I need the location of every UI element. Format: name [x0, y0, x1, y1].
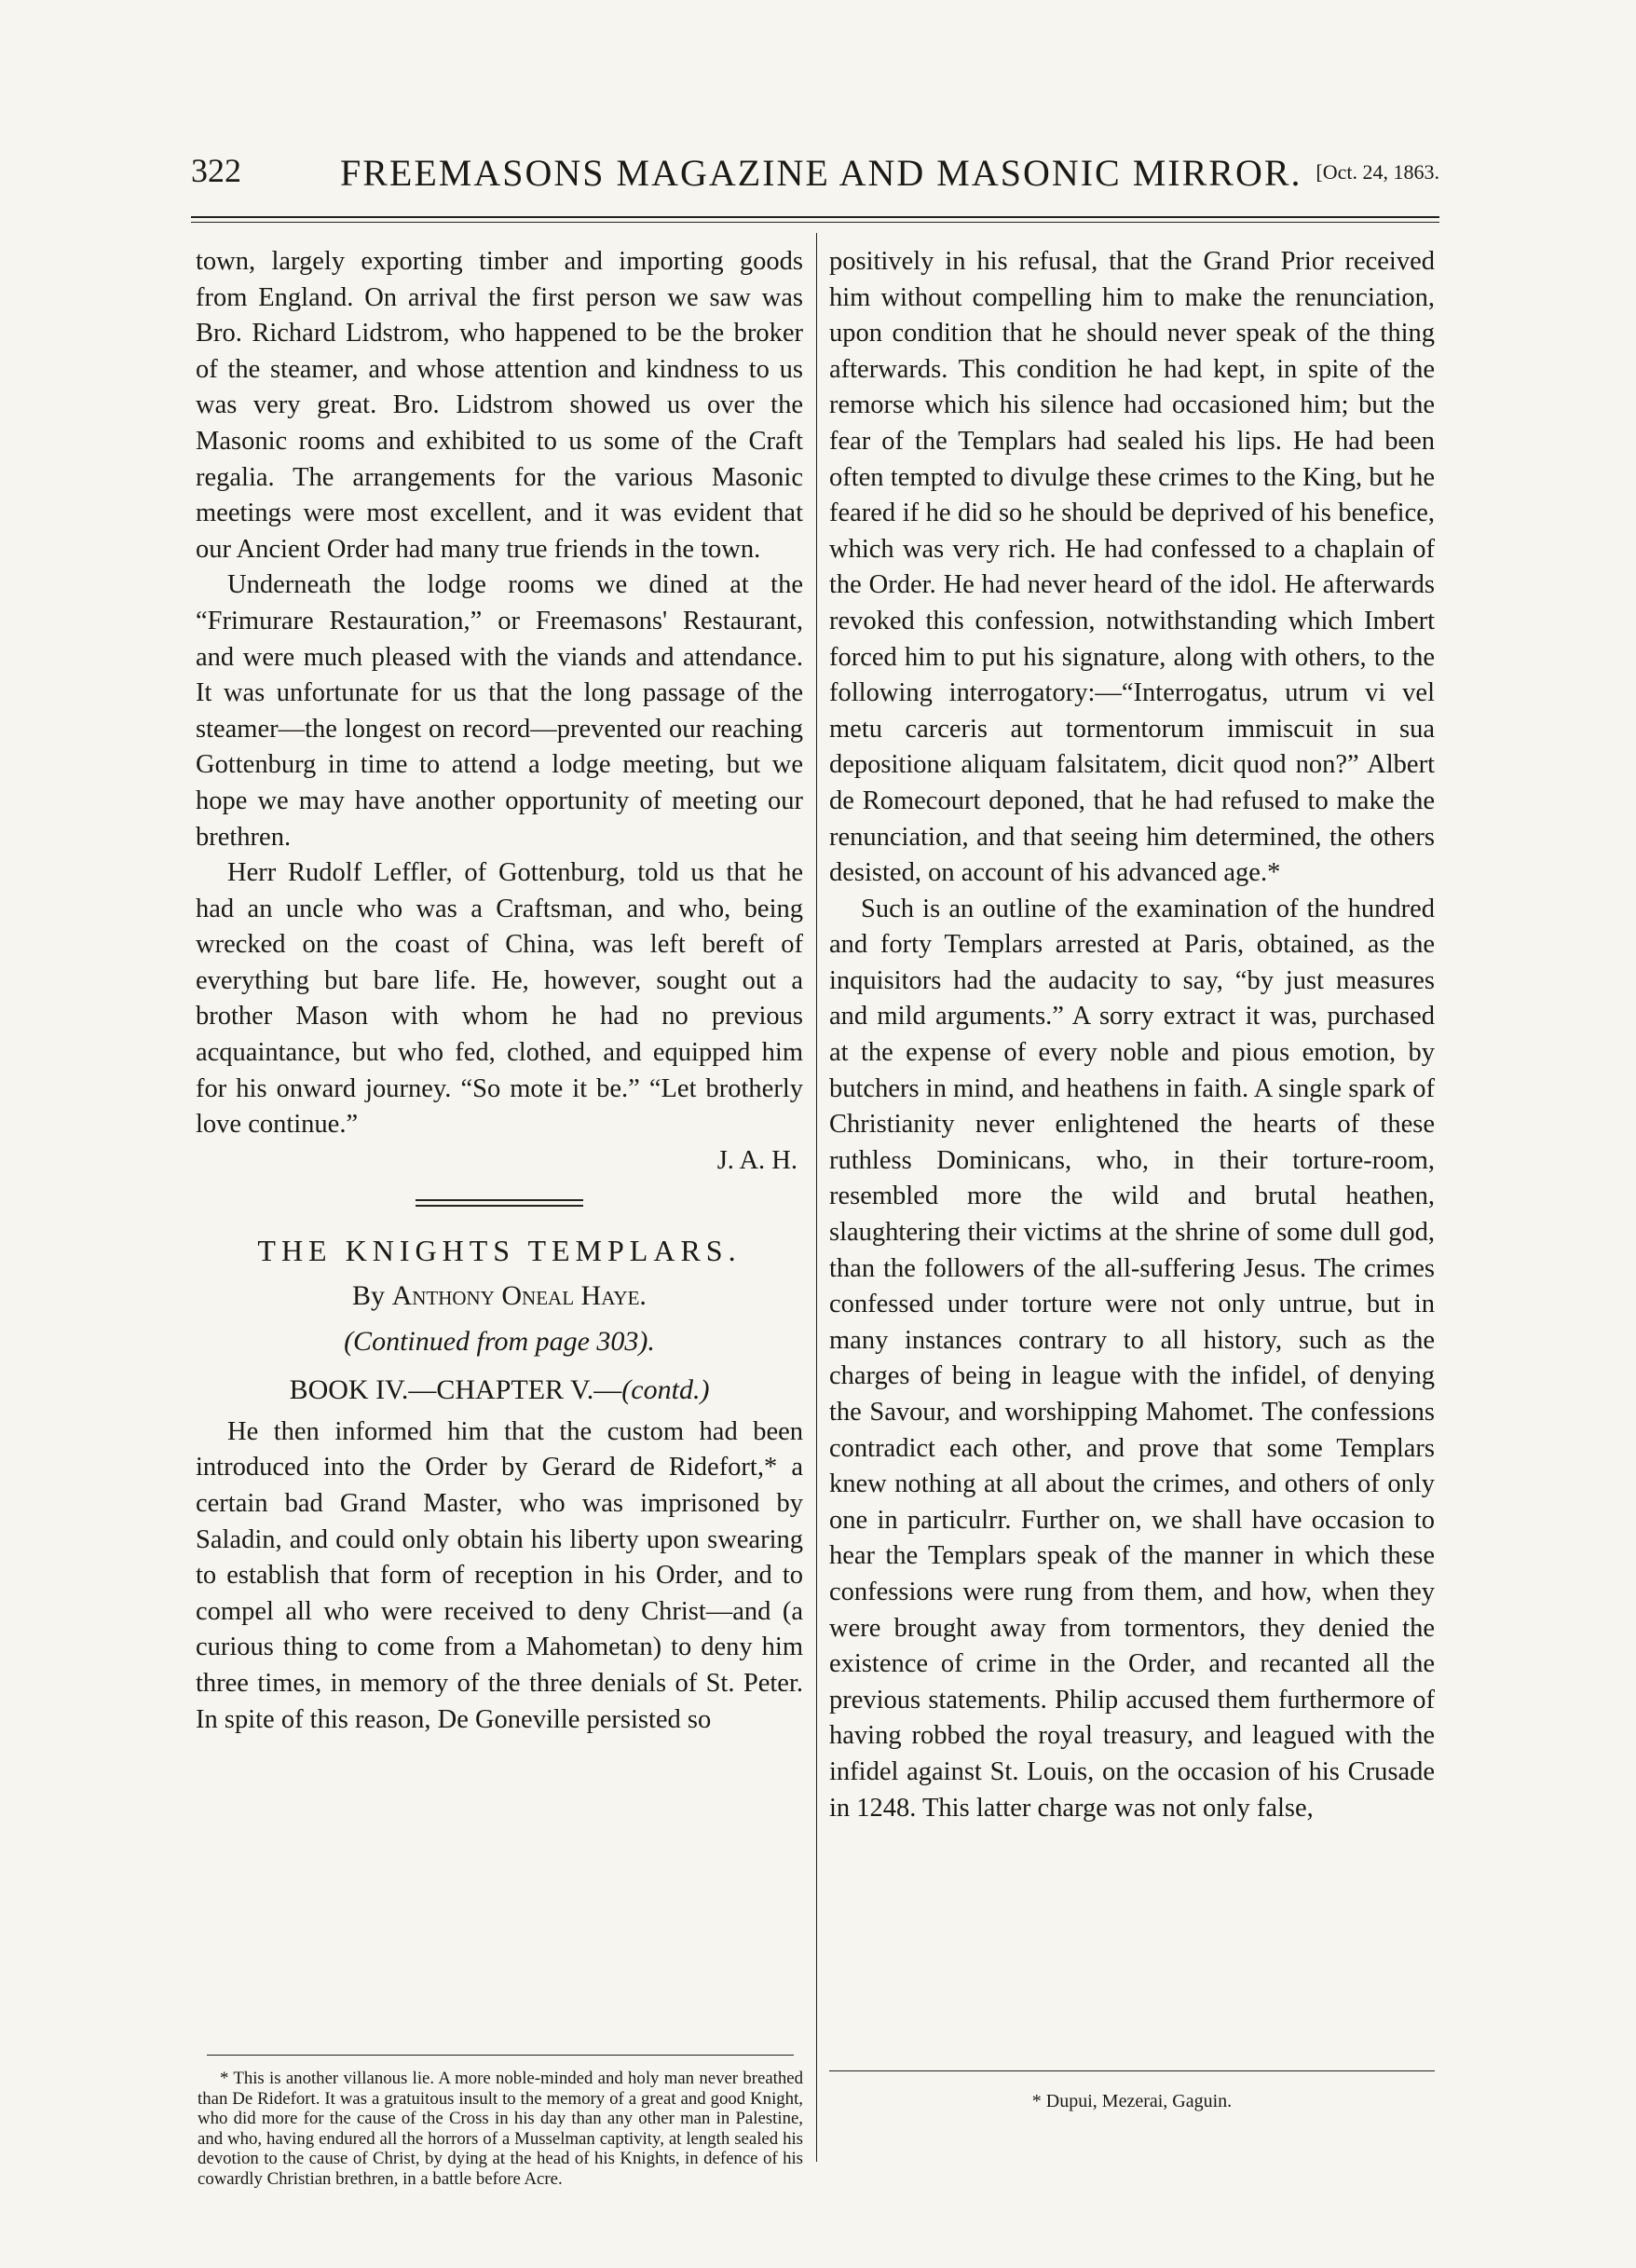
continued-note: (Continued from page 303).: [344, 1325, 655, 1357]
right-column: [829, 244, 1435, 1826]
issue-date: [Oct. 24, 1863.: [1316, 160, 1439, 184]
byline-by: By: [352, 1280, 386, 1312]
byline: [196, 1278, 803, 1315]
chapter-heading: [196, 1373, 803, 1409]
footnote-rule-right: [829, 2070, 1435, 2071]
running-head: [191, 151, 1439, 207]
paragraph: He then informed him that the custom had been introduced into the Order by Gerard de Ridefort,* a certain bad Grand Master, who was imprisoned by Saladin, and could only obtain his liberty upon swearing to establish that form of reception in his Order, and to compel all who were received to deny Christ—and (a curious thing to come from a Mahometan) to deny him three times, in memory of the three denials of St. Peter. In spite of this reason, De Goneville persisted so: [196, 1416, 803, 1734]
author-signoff: J. A. H.: [716, 1145, 798, 1175]
chapter-suffix: (contd.): [621, 1374, 710, 1406]
footnote-rule-left: [207, 2055, 794, 2056]
chapter-label: BOOK IV.—CHAPTER V.—: [289, 1374, 622, 1406]
author-name: Anthony Oneal Haye.: [391, 1280, 647, 1312]
column-divider: [816, 233, 817, 2162]
page-number: 322: [191, 152, 241, 189]
article-title: THE KNIGHTS TEMPLARS.: [257, 1234, 742, 1268]
section-divider: [416, 1199, 583, 1207]
paragraph: Herr Rudolf Leffler, of Gottenburg, told us that he had an uncle who was a Craftsman, and who, being wrecked on the coast of China, was left bereft of everything but bare life. He, however, sought out a brother Mason with whom he had no previous acquaintance, but who fed, clothed, and equipped him for his onward journey. “So mote it be.” “Let brotherly love continue.”: [196, 858, 803, 1140]
left-column: [196, 244, 803, 1738]
footnote-right: * Dupui, Mezerai, Gaguin.: [1031, 2091, 1233, 2111]
header-rule-bottom: [191, 222, 1439, 223]
magazine-title: FREEMASONS MAGAZINE AND MASONIC MIRROR.: [340, 152, 1302, 194]
footnote-left: * This is another villanous lie. A more noble-minded and holy man never breathed than De Ridefort. It was a gratuitous insult to the memory of a great and good Knight, who did more for the cause of the Cross in his day than any other man in Palestine, and who, having endured all the horrors of a Musselman captivity, at length sealed his devotion to the cause of Christ, by dying at the head of his Knights, in defence of his cowardly Christian brethren, in a battle before Acre.: [198, 2069, 803, 2189]
header-rule-top: [191, 216, 1439, 218]
paragraph: town, largely exporting timber and importing goods from England. On arrival the first person we saw was Bro. Richard Lidstrom, who happened to be the broker of the steamer, and whose attention and kindness to us was very great. Bro. Lidstrom showed us over the Masonic rooms and exhibited to us some of the Craft regalia. The arrangements for the various Masonic meetings were most excellent, and it was evident that our Ancient Order had many true friends in the town.: [196, 247, 803, 564]
paragraph: Such is an outline of the examination of the hundred and forty Templars arrested at Paris, obtained, as the inquisitors had the audacity to say, “by just measures and mild arguments.” A sorry extract it was, purchased at the expense of every noble and pious emotion, by butchers in mind, and heathens in faith. A single spark of Christianity never enlightened the hearts of these ruthless Dominicans, who, in their torture-room, resembled more the wild and brutal heathen, slaughtering their victims at the shrine of some dull god, than the followers of the all-suffering Jesus. The crimes confessed under torture were not only untrue, but in many instances contrary to all history, such as the charges of being in league with the infidel, of denying the Savour, and worshipping Mahomet. The confessions contradict each other, and prove that some Templars knew nothing at all about the crimes, and others of only one in particulrr. Further on, we shall have occasion to hear the Templars speak of the manner in which these confessions were rung from them, and how, when they were brought away from tormentors, they denied the existence of crime in the Order, and recanted all the previous statements. Philip accused them furthermore of having robbed the royal treasury, and leagued with the infidel against St. Louis, on the occasion of his Crusade in 1248. This latter charge was not only false,: [829, 894, 1435, 1823]
paragraph: positively in his refusal, that the Grand Prior received him without compelling him to make the renunciation, upon condition that he should never speak of the thing afterwards. This condition he had kept, in spite of the remorse which his silence had occasioned him; but the fear of the Templars had sealed his lips. He had been often tempted to divulge these crimes to the King, but he feared if he did so he should be deprived of his benefice, which was very rich. He had confessed to a chaplain of the Order. He had never heard of the idol. He afterwards revoked this confession, notwithstanding which Imbert forced him to put his signature, along with others, to the following interrogatory:—“Interrogatus, utrum vi vel metu carceris aut tormentorum immiscuit in sua depositione aliquam falsitatem, dicit quod non?” Albert de Romecourt deponed, that he had refused to make the renunciation, and that seeing him determined, the others desisted, on account of his advanced age.*: [829, 247, 1435, 888]
paragraph: Underneath the lodge rooms we dined at the “Frimurare Restauration,” or Freemasons' Restaurant, and were much pleased with the viands and attendance. It was unfortunate for us that the long passage of the steamer—the longest on record—prevented our reaching Gottenburg in time to attend a lodge meeting, but we hope we may have another opportunity of meeting our brethren.: [196, 570, 803, 852]
